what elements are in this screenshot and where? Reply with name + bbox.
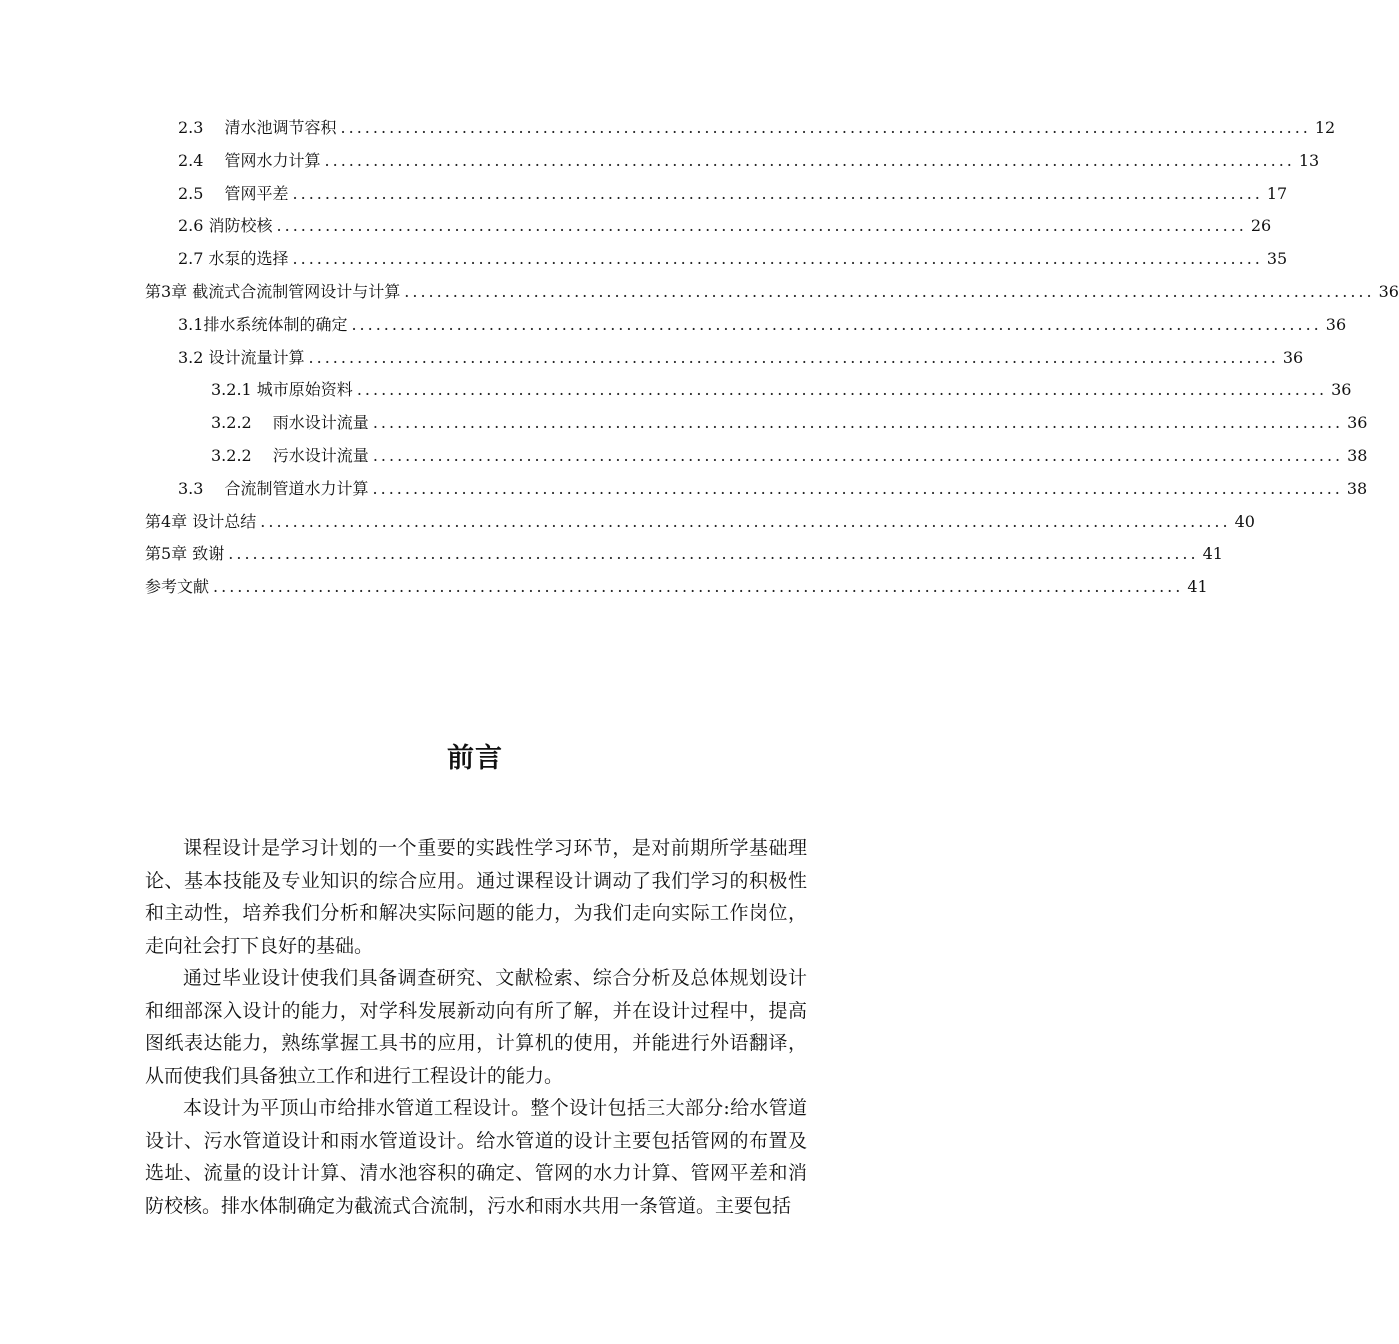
toc-entry-label: 3.2.1 城市原始资料 [211, 380, 353, 400]
toc-entry-page: 41 [1187, 577, 1208, 597]
toc-entry-label: 2.3 清水池调节容积 [178, 118, 337, 137]
toc-leader-dots: ........................................................................................................................ [292, 183, 1263, 203]
toc-entry-label: 第5章 致谢 [145, 544, 225, 564]
toc-leader-dots: ........................................................................................................................ [356, 380, 1328, 400]
toc-entry-page: 36 [1378, 281, 1399, 301]
toc-leader-dots: ........................................................................................................................ [213, 577, 1184, 597]
toc-leader-dots: ........................................................................................................................ [372, 445, 1344, 465]
toc-entry[interactable] [145, 538, 1223, 571]
toc-entry[interactable] [145, 374, 1352, 407]
toc-entry[interactable] [145, 178, 1288, 211]
toc-leader-dots: ........................................................................................................................ [324, 150, 1295, 170]
toc-entry-page: 17 [1266, 183, 1288, 203]
toc-entry-page: 26 [1250, 216, 1272, 236]
toc-entry-label: 3.3 合流制管道水力计算 [178, 478, 369, 498]
toc-leader-dots: ........................................................................................................................ [404, 281, 1375, 301]
toc-leader-dots: ........................................................................................................................ [260, 511, 1231, 531]
toc-entry-label: 3.2 设计流量计算 [178, 347, 305, 367]
toc-leader-dots: ........................................................................................................................ [351, 314, 1322, 334]
toc-entry[interactable] [145, 309, 1347, 342]
toc-entry[interactable] [145, 440, 1368, 473]
toc-entry[interactable] [145, 210, 1272, 243]
toc-entry-page: 36 [1325, 314, 1347, 334]
preface-paragraph: 通过毕业设计使我们具备调查研究、文献检索、综合分析及总体规划设计和细部深入设计的能力，对学科发展新动向有所了解，并在设计过程中，提高图纸表达能力，熟练掌握工具书的应用，计算机的使用，并能进行外语翻译，从而使我们具备独立工作和进行工程设计的能力。 [145, 967, 807, 1087]
toc-entry-page: 36 [1282, 347, 1304, 367]
toc-entry-label: 3.1排水系统体制的确定 [178, 314, 348, 334]
toc-entry[interactable] [145, 276, 1399, 309]
toc-entry-page: 41 [1202, 544, 1223, 564]
toc-entry[interactable] [145, 243, 1288, 276]
preface-body [145, 832, 807, 1222]
toc-entry-label: 2.6 消防校核 [178, 216, 273, 236]
toc-entry-page: 38 [1347, 445, 1368, 465]
toc-leader-dots: ........................................................................................................................ [292, 249, 1263, 269]
preface-paragraph: 课程设计是学习计划的一个重要的实践性学习环节，是对前期所学基础理论、基本技能及专业知识的综合应用。通过课程设计调动了我们学习的积极性和主动性，培养我们分析和解决实际问题的能力，为我们走向实际工作岗位，走向社会打下良好的基础。 [145, 837, 807, 957]
toc-entry[interactable] [145, 145, 1320, 178]
toc-entry[interactable] [145, 571, 1208, 604]
toc-entry-page: 35 [1266, 249, 1288, 269]
toc-leader-dots: ........................................................................................................................ [276, 216, 1247, 236]
toc-entry[interactable] [145, 342, 1304, 375]
toc-entry-label: 第4章 设计总结 [145, 511, 257, 531]
toc-entry-page: 40 [1234, 511, 1255, 531]
preface-paragraph: 本设计为平顶山市给排水管道工程设计。整个设计包括三大部分:给水管道设计、污水管道设计和雨水管道设计。给水管道的设计主要包括管网的布置及选址、流量的设计计算、清水池容积的确定、管网的水力计算、管网平差和消防校核。排水体制确定为截流式合流制，污水和雨水共用一条管道。主要包括 [145, 1097, 807, 1217]
toc-entry-label: 第3章 截流式合流制管网设计与计算 [145, 281, 401, 301]
toc-entry[interactable] [145, 407, 1368, 440]
toc-leader-dots: ........................................................................................................................ [372, 478, 1343, 498]
toc-entry-page: 12 [1314, 118, 1336, 137]
toc-entry-page: 36 [1331, 380, 1352, 400]
toc-entry-label: 2.5 管网平差 [178, 183, 289, 203]
toc-entry-page: 13 [1298, 150, 1320, 170]
toc-entry-label: 参考文献 [145, 577, 210, 597]
toc-leader-dots: ........................................................................................................................ [340, 118, 1311, 137]
toc-leader-dots: ........................................................................................................................ [308, 347, 1279, 367]
toc-entry-label: 2.7 水泵的选择 [178, 249, 289, 269]
toc-entry-page: 38 [1346, 478, 1368, 498]
toc-leader-dots: ........................................................................................................................ [372, 413, 1344, 433]
toc-entry[interactable] [145, 473, 1368, 506]
toc-entry-label: 2.4 管网水力计算 [178, 150, 321, 170]
section-heading-preface: 前言 [447, 743, 503, 774]
toc-leader-dots: ........................................................................................................................ [228, 544, 1199, 564]
toc-entry-page: 36 [1347, 413, 1368, 433]
toc-entry[interactable] [145, 112, 1336, 145]
toc-entry-label: 3.2.2 雨水设计流量 [211, 413, 369, 433]
toc-entry-label: 3.2.2 污水设计流量 [211, 445, 369, 465]
toc-entry[interactable] [145, 506, 1255, 539]
table-of-contents [145, 112, 1399, 604]
